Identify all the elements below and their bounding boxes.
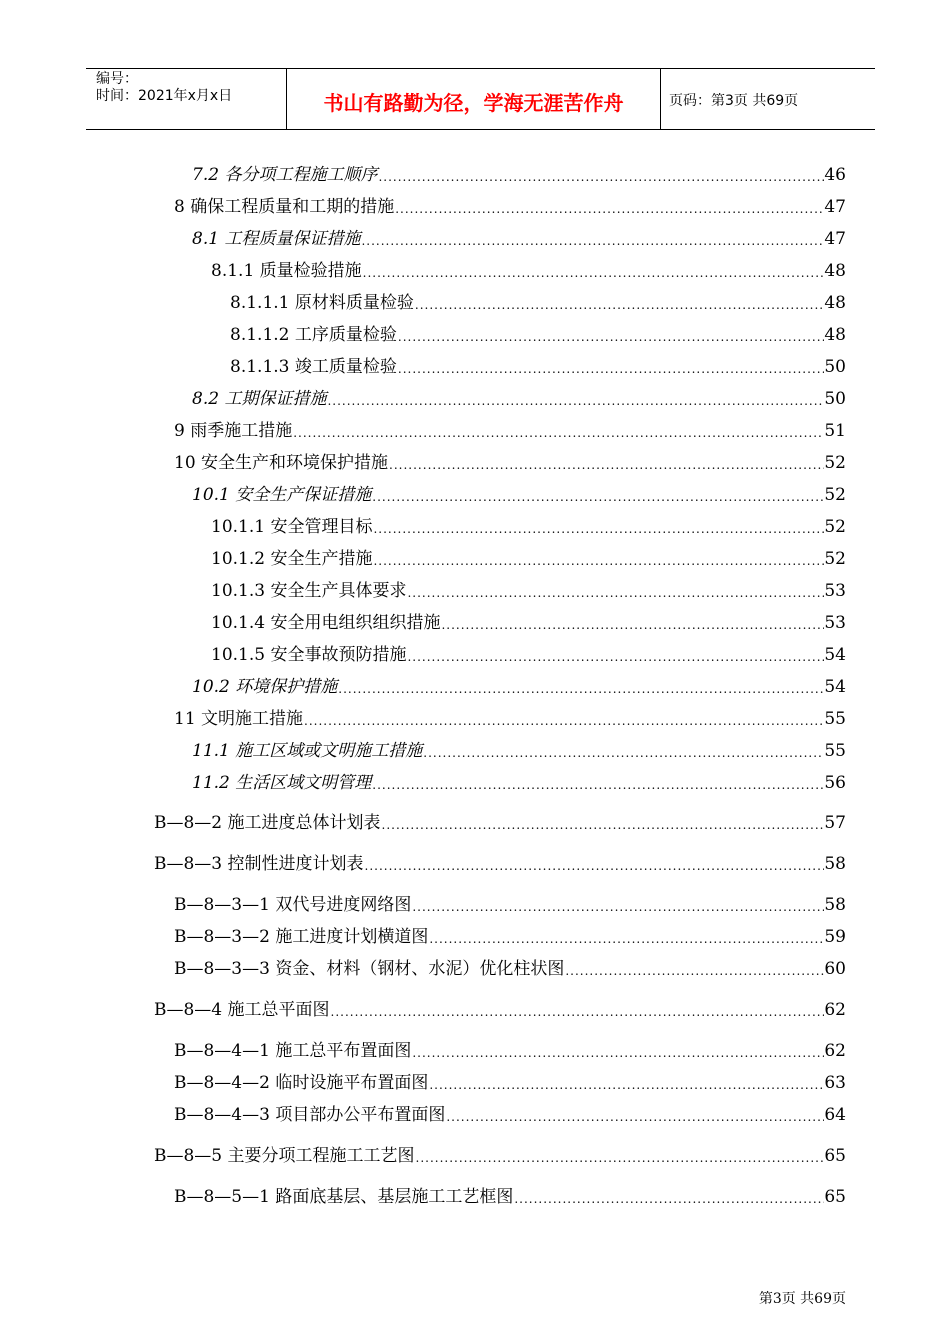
toc-leader-dots [371, 776, 824, 794]
toc-entry-label: 11.1 施工区域或文明施工措施 [192, 741, 423, 761]
toc-leader-dots [337, 680, 824, 698]
toc-entry[interactable] [154, 1143, 846, 1167]
toc-entry[interactable] [230, 354, 846, 378]
toc-entry-page: 48 [824, 325, 846, 345]
toc-entry-label: 9 雨季施工措施 [174, 421, 293, 441]
toc-entry-page: 56 [824, 773, 846, 793]
toc-entry-page: 55 [824, 709, 846, 729]
toc-leader-dots [330, 1003, 825, 1021]
toc-entry-label: 11 文明施工措施 [174, 709, 304, 729]
toc-entry[interactable] [174, 956, 846, 980]
toc-entry[interactable] [174, 1102, 846, 1126]
toc-entry[interactable] [192, 674, 846, 698]
toc-leader-dots [372, 520, 824, 538]
page-header [86, 68, 875, 130]
toc-entry-page: 52 [824, 517, 846, 537]
toc-entry-label: B—8—5 主要分项工程施工工艺图 [154, 1146, 415, 1166]
toc-entry-page: 52 [824, 485, 846, 505]
toc-entry-label: 8.1.1.1 原材料质量检验 [230, 293, 414, 313]
toc-entry-page: 57 [824, 813, 846, 833]
header-time-label: 时间：2021年x月x日 [96, 88, 233, 104]
toc-entry-label: 8.2 工期保证措施 [192, 389, 327, 409]
header-meta [86, 69, 287, 129]
page-footer: 第3页 共69页 [758, 1291, 846, 1307]
toc-leader-dots [411, 898, 824, 916]
toc-leader-dots [381, 816, 825, 834]
toc-entry-label: 10.1.5 安全事故预防措施 [211, 645, 407, 665]
toc-entry[interactable] [192, 162, 846, 186]
toc-leader-dots [371, 488, 824, 506]
toc-entry-page: 60 [824, 959, 846, 979]
toc-entry-label: 7.2 各分项工程施工顺序 [192, 165, 378, 185]
toc-entry-page: 54 [824, 645, 846, 665]
toc-leader-dots [406, 584, 824, 602]
toc-entry-label: 10 安全生产和环境保护措施 [174, 453, 389, 473]
toc-entry-page: 54 [824, 677, 846, 697]
toc-entry[interactable] [211, 514, 846, 538]
toc-entry-page: 50 [824, 357, 846, 377]
toc-entry[interactable] [192, 226, 846, 250]
toc-entry-page: 53 [824, 581, 846, 601]
toc-leader-dots [411, 1044, 824, 1062]
toc-leader-dots [422, 744, 824, 762]
toc-entry-page: 55 [824, 741, 846, 761]
toc-entry[interactable] [174, 194, 846, 218]
toc-entry-label: 10.1.4 安全用电组织组织措施 [211, 613, 441, 633]
toc-entry-label: B—8—4—2 临时设施平布置面图 [174, 1073, 429, 1093]
toc-entry-page: 50 [824, 389, 846, 409]
toc-entry-page: 48 [824, 261, 846, 281]
toc-entry-label: B—8—3—3 资金、材料（钢材、水泥）优化柱状图 [174, 959, 565, 979]
toc-entry-page: 65 [824, 1187, 846, 1207]
toc-entry-label: 8.1.1.3 竣工质量检验 [230, 357, 397, 377]
toc-leader-dots [397, 328, 824, 346]
toc-entry-label: B—8—2 施工进度总体计划表 [154, 813, 381, 833]
toc-entry-label: B—8—3—1 双代号进度网络图 [174, 895, 412, 915]
toc-leader-dots [564, 962, 824, 980]
toc-entry[interactable] [211, 578, 846, 602]
toc-entry-page: 63 [824, 1073, 846, 1093]
toc-entry-label: 8.1.1 质量检验措施 [211, 261, 362, 281]
toc-entry[interactable] [174, 418, 846, 442]
toc-leader-dots [414, 296, 824, 314]
toc-entry-page: 59 [824, 927, 846, 947]
toc-entry[interactable] [174, 1184, 846, 1208]
toc-entry[interactable] [192, 386, 846, 410]
toc-entry-label: 10.1.1 安全管理目标 [211, 517, 373, 537]
toc-entry-label: B—8—4—1 施工总平布置面图 [174, 1041, 412, 1061]
toc-entry-label: B—8—5—1 路面底基层、基层施工工艺框图 [174, 1187, 514, 1207]
toc-leader-dots [440, 616, 824, 634]
toc-entry-label: B—8—3 控制性进度计划表 [154, 854, 364, 874]
toc-entry-label: B—8—4—3 项目部办公平布置面图 [174, 1105, 446, 1125]
toc-entry-page: 51 [824, 421, 846, 441]
toc-entry-label: 10.1.3 安全生产具体要求 [211, 581, 407, 601]
toc-entry-page: 62 [824, 1000, 846, 1020]
toc-entry[interactable] [174, 450, 846, 474]
toc-entry-label: 11.2 生活区域文明管理 [192, 773, 372, 793]
toc-entry[interactable] [174, 1038, 846, 1062]
toc-leader-dots [445, 1108, 824, 1126]
toc-entry[interactable] [192, 482, 846, 506]
toc-leader-dots [388, 456, 824, 474]
toc-entry-page: 48 [824, 293, 846, 313]
toc-leader-dots [362, 264, 825, 282]
header-page-info: 页码：第3页 共69页 [669, 93, 799, 109]
toc-entry-label: 8 确保工程质量和工期的措施 [174, 197, 395, 217]
toc-entry-page: 58 [824, 895, 846, 915]
toc-entry-label: B—8—3—2 施工进度计划横道图 [174, 927, 429, 947]
toc-leader-dots [428, 930, 824, 948]
toc-leader-dots [360, 232, 824, 250]
toc-entry[interactable] [174, 706, 846, 730]
toc-leader-dots [326, 392, 824, 410]
toc-leader-dots [397, 360, 824, 378]
toc-entry-page: 47 [824, 197, 846, 217]
toc-entry[interactable] [192, 738, 846, 762]
toc-entry-page: 53 [824, 613, 846, 633]
toc-entry-page: 64 [824, 1105, 846, 1125]
toc-leader-dots [303, 712, 824, 730]
toc-entry[interactable] [154, 997, 846, 1021]
toc-leader-dots [428, 1076, 824, 1094]
toc-leader-dots [364, 857, 825, 875]
toc-entry[interactable] [230, 322, 846, 346]
toc-entry-label: 10.1 安全生产保证措施 [192, 485, 372, 505]
toc-entry-page: 58 [824, 854, 846, 874]
toc-entry[interactable] [174, 1070, 846, 1094]
toc-entry-page: 52 [824, 453, 846, 473]
toc-entry[interactable] [211, 610, 846, 634]
toc-entry[interactable] [211, 642, 846, 666]
toc-entry-page: 65 [824, 1146, 846, 1166]
toc-leader-dots [406, 648, 824, 666]
toc-entry[interactable] [211, 546, 846, 570]
toc-entry-label: 10.1.2 安全生产措施 [211, 549, 373, 569]
toc-entry[interactable] [230, 290, 846, 314]
toc-entry[interactable] [154, 810, 846, 834]
toc-entry-label: 8.1.1.2 工序质量检验 [230, 325, 397, 345]
toc-leader-dots [415, 1149, 825, 1167]
toc-entry-page: 46 [824, 165, 846, 185]
toc-leader-dots [513, 1190, 824, 1208]
toc-entry-page: 47 [824, 229, 846, 249]
toc-entry[interactable] [192, 770, 846, 794]
toc-leader-dots [377, 168, 824, 186]
toc-leader-dots [394, 200, 824, 218]
toc-entry-label: 8.1 工程质量保证措施 [192, 229, 361, 249]
toc-leader-dots [372, 552, 824, 570]
toc-leader-dots [292, 424, 824, 442]
toc-entry-label: 10.2 环境保护措施 [192, 677, 338, 697]
toc-entry[interactable] [211, 258, 846, 282]
toc-entry[interactable] [174, 892, 846, 916]
toc-entry-page: 62 [824, 1041, 846, 1061]
toc-entry-label: B—8—4 施工总平面图 [154, 1000, 330, 1020]
toc-entry[interactable] [174, 924, 846, 948]
toc-entry-page: 52 [824, 549, 846, 569]
header-number-label: 编号： [96, 71, 138, 87]
toc-entry[interactable] [154, 851, 846, 875]
header-motto: 书山有路勤为径，学海无涯苦作舟 [287, 69, 661, 129]
